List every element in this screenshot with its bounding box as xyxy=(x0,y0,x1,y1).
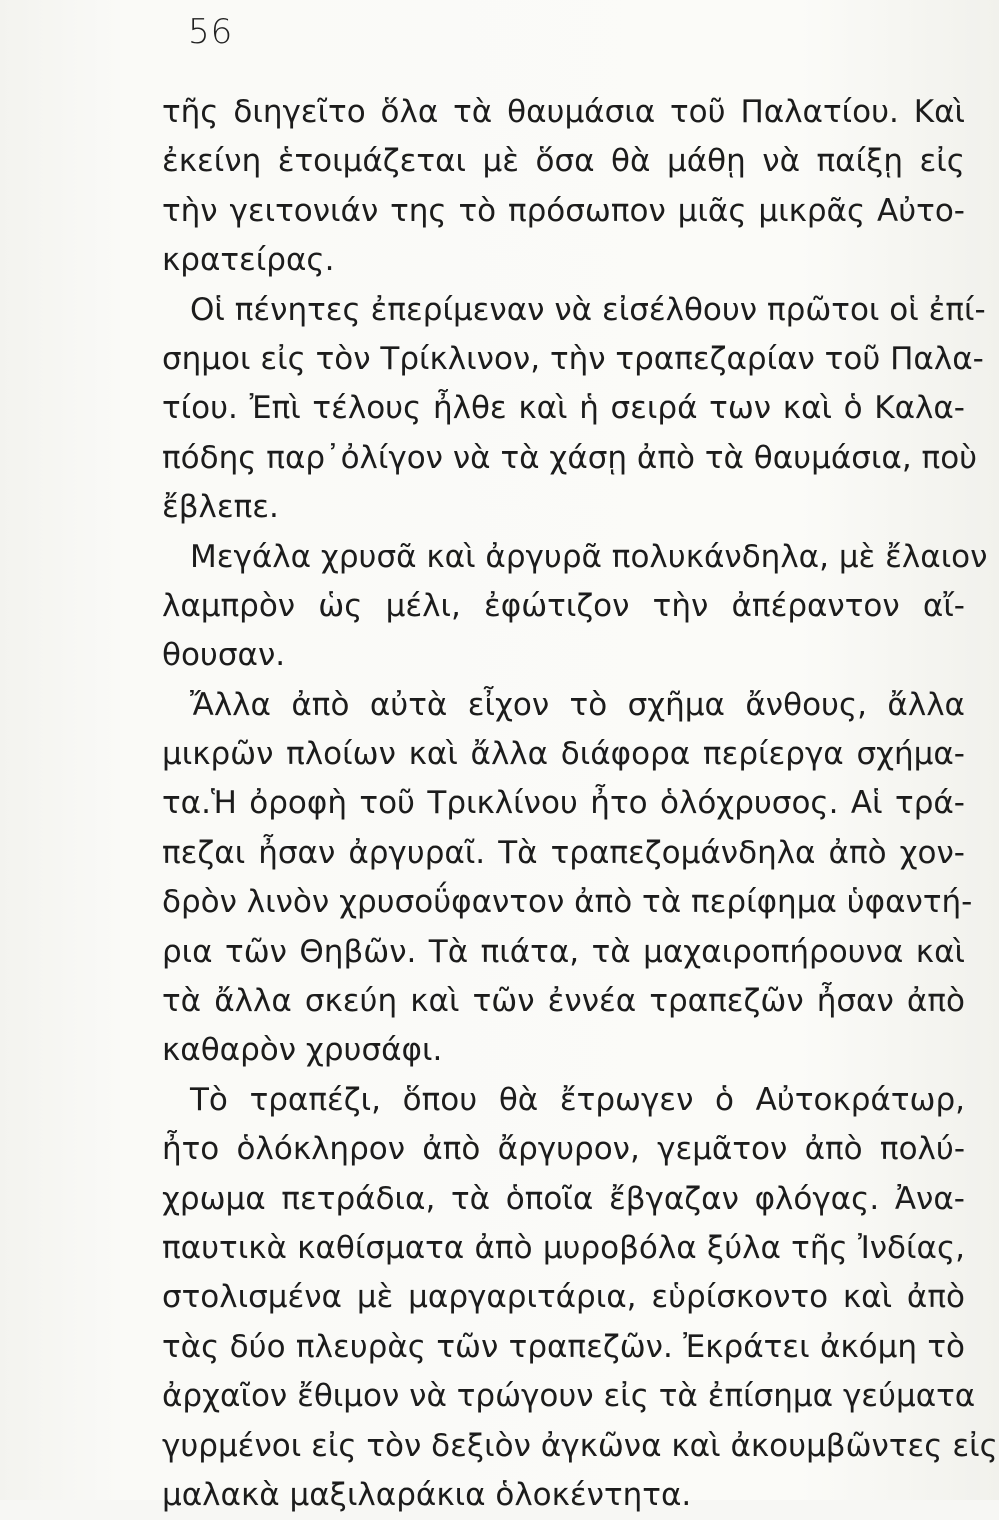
text-line: τίου. Ἐπὶ τέλους ἦλθε καὶ ἡ σειρά των καὶ ὁ Καλα- xyxy=(162,390,965,427)
text-line: παυτικὰ καθίσματα ἀπὸ μυροβόλα ξύλα τῆς Ἰνδίας, xyxy=(162,1229,965,1266)
text-line: πεζαι ἦσαν ἀργυραῖ. Τὰ τραπεζομάνδηλα ἀπὸ χον- xyxy=(162,834,965,871)
text-line: δρὸν λινὸν χρυσοΰφαντον ἀπὸ τὰ περίφημα ὑφαντή- xyxy=(162,884,973,921)
text-line: τὰς δύο πλευρὰς τῶν τραπεζῶν. Ἐκράτει ἀκόμη τὸ xyxy=(162,1328,965,1365)
body-text xyxy=(162,88,998,1520)
text-line: ἀρχαῖον ἔθιμον νὰ τρώγουν εἰς τὰ ἐπίσημα γεύματα xyxy=(162,1378,976,1415)
text-line: τῆς διηγεῖτο ὅλα τὰ θαυμάσια τοῦ Παλατίου. Καὶ xyxy=(162,94,965,130)
text-line: Ἄλλα ἀπὸ αὐτὰ εἶχον τὸ σχῆμα ἄνθους, ἄλλα xyxy=(190,686,965,723)
text-line: τα.Ἡ ὀροφὴ τοῦ Τρικλίνου ἦτο ὁλόχρυσος. Αἱ τρά- xyxy=(162,785,965,822)
text-line: θουσαν. xyxy=(162,637,286,674)
text-line: ἔβλεπε. xyxy=(162,489,279,526)
text-line: γυρμένοι εἰς τὸν δεξιὸν ἀγκῶνα καὶ ἀκουμβῶντες εἰς xyxy=(162,1427,998,1464)
text-line: ρια τῶν Θηβῶν. Τὰ πιάτα, τὰ μαχαιροπήρουνα καὶ xyxy=(162,933,965,970)
text-line: ἐκείνη ἑτοιμάζεται μὲ ὅσα θὰ μάθῃ νὰ παίξῃ εἰς xyxy=(162,143,965,180)
text-line: Μεγάλα χρυσᾶ καὶ ἀργυρᾶ πολυκάνδηλα, μὲ ἔλαιον xyxy=(190,538,988,575)
text-line: ἦτο ὁλόκληρον ἀπὸ ἄργυρον, γεμᾶτον ἀπὸ πολύ- xyxy=(162,1131,965,1168)
text-line: σημοι εἰς τὸν Τρίκλινον, τὴν τραπεζαρίαν τοῦ Παλα- xyxy=(162,340,984,377)
text-line: τὴν γειτονιάν της τὸ πρόσωπον μιᾶς μικρᾶς Αὐτο- xyxy=(162,192,965,229)
text-line: καθαρὸν χρυσάφι. xyxy=(162,1032,443,1069)
text-line: μαλακὰ μαξιλαράκια ὁλοκέντητα. xyxy=(162,1476,692,1513)
text-line: πόδης παρ᾽ὀλίγον νὰ τὰ χάσῃ ἀπὸ τὰ θαυμάσια, ποὺ xyxy=(162,439,978,476)
text-line: Οἱ πένητες ἐπερίμεναν νὰ εἰσέλθουν πρῶτοι οἱ ἐπί- xyxy=(190,291,986,328)
text-line: Τὸ τραπέζι, ὅπου θὰ ἔτρωγεν ὁ Αὐτοκράτωρ, xyxy=(190,1081,965,1118)
text-line: μικρῶν πλοίων καὶ ἄλλα διάφορα περίεργα σχήμα- xyxy=(162,736,965,773)
text-line: χρωμα πετράδια, τὰ ὁποῖα ἔβγαζαν φλόγας. Ἀνα- xyxy=(162,1180,965,1217)
text-line: τὰ ἄλλα σκεύη καὶ τῶν ἐννέα τραπεζῶν ἦσαν ἀπὸ xyxy=(162,983,965,1020)
text-line: κρατείρας. xyxy=(162,242,335,279)
text-line: λαμπρὸν ὡς μέλι, ἐφώτιζον τὴν ἀπέραντον αἴ- xyxy=(162,587,965,624)
text-line: στολισμένα μὲ μαργαριτάρια, εὑρίσκοντο καὶ ἀπὸ xyxy=(162,1279,965,1316)
page-number: 56 xyxy=(188,12,234,52)
